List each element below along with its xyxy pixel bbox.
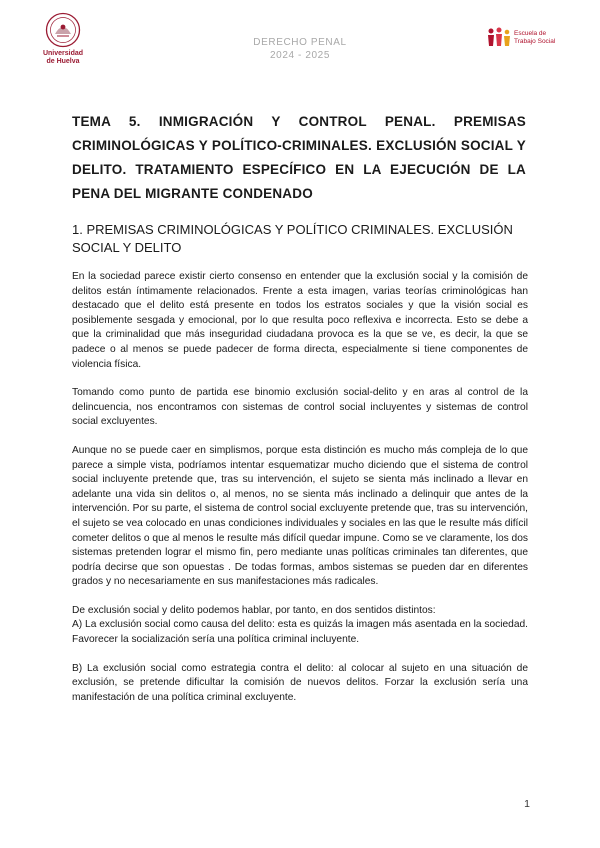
university-name: Universidad de Huelva bbox=[42, 50, 84, 65]
people-figures-icon bbox=[486, 26, 512, 50]
section-heading: 1. PREMISAS CRIMINOLÓGICAS Y POLÍTICO CRIMINALES. EXCLUSIÓN SOCIAL Y DELITO bbox=[72, 222, 513, 255]
university-logo bbox=[38, 12, 88, 70]
school-name-line1: Escuela de bbox=[514, 30, 547, 37]
paragraph-two-senses: De exclusión social y delito podemos hablar, por tanto, en dos sentidos distintos: bbox=[72, 604, 436, 616]
course-name: DERECHO PENAL bbox=[253, 37, 347, 48]
university-seal-icon bbox=[45, 12, 81, 48]
school-name-line2: Trabajo Social bbox=[514, 38, 556, 45]
page-number: 1 bbox=[524, 798, 530, 810]
paragraph-control-systems: Tomando como punto de partida ese binomio exclusión social-delito y en aras al control de la delincuencia, nos encontramos con sistemas de control social incluyentes y sistemas de control social excluyentes. bbox=[72, 387, 528, 428]
paragraph-intro: En la sociedad parece existir cierto consenso en entender que la exclusión social y la comisión de delitos están íntimamente relacionados. Frente a esta imagen, varias teorías criminológicas han destacado que el delito está presente en todos los estratos sociales y que la visión social es posiblemente sesgada y emocional, por lo que resulta poco reflexiva e incorrecta. Esto se debe a que la criminalidad que más inseguridad ciudadana provoca es la que se ve, es decir, la que se padece o al menos se puede padecer de forma directa, especialmente si tiene componentes de violencia física. bbox=[72, 271, 528, 370]
body-text bbox=[72, 270, 528, 719]
paragraph-option-a: A) La exclusión social como causa del delito: esta es quizás la imagen más asentada en la sociedad. Favorecer la socialización sería una política criminal incluyente. bbox=[72, 619, 528, 646]
school-name bbox=[514, 30, 576, 46]
paragraph-simplification: Aunque no se puede caer en simplismos, porque esta distinción es mucho más compleja de lo que parece a simple vista, podríamos intentar esquematizar mucho diciendo que el sistema de control social incluyente pretende que, tras su intervención, el sujeto se sienta más inclinado a llevar en adelante una vida sin delitos o, al menos, no se sienta más inclinado a delinquir que antes de la intervención. Por su parte, el sistema de control social excluyente pretende que, tras su intervención, el sujeto se vea colocado en unas condiciones individuales y sociales en las que le resulte más difícil cometer delitos o que al menos le resulte más difícil quedar impune. Como se ve claramente, los dos sistemas pretenden lograr el mismo fin, pero mediante unas políticas criminales tan diferentes, que podría decirse que son opuestas . De todas formas, ambos sistemas se pueden dar en diferentes grados y no necesariamente en sus manifestaciones más radicales. bbox=[72, 444, 528, 588]
topic-title: TEMA 5. INMIGRACIÓN Y CONTROL PENAL. PREMISAS CRIMINOLÓGICAS Y POLÍTICO-CRIMINALES. EXCLUSIÓN SOCIAL Y DELITO. TRATAMIENTO ESPECÍFICO EN LA EJECUCIÓN DE LA PENA DEL MIGRANTE CONDENADO bbox=[72, 114, 526, 201]
school-logo bbox=[486, 26, 576, 50]
academic-year: 2024 - 2025 bbox=[270, 50, 330, 61]
course-header bbox=[200, 36, 400, 62]
paragraph-option-b: B) La exclusión social como estrategia contra el delito: al colocar al sujeto en una situación de exclusión, se pretende dificultar la comisión de nuevos delitos. Forzar la exclusión sería una manifestación de una política criminal excluyente. bbox=[72, 662, 528, 703]
